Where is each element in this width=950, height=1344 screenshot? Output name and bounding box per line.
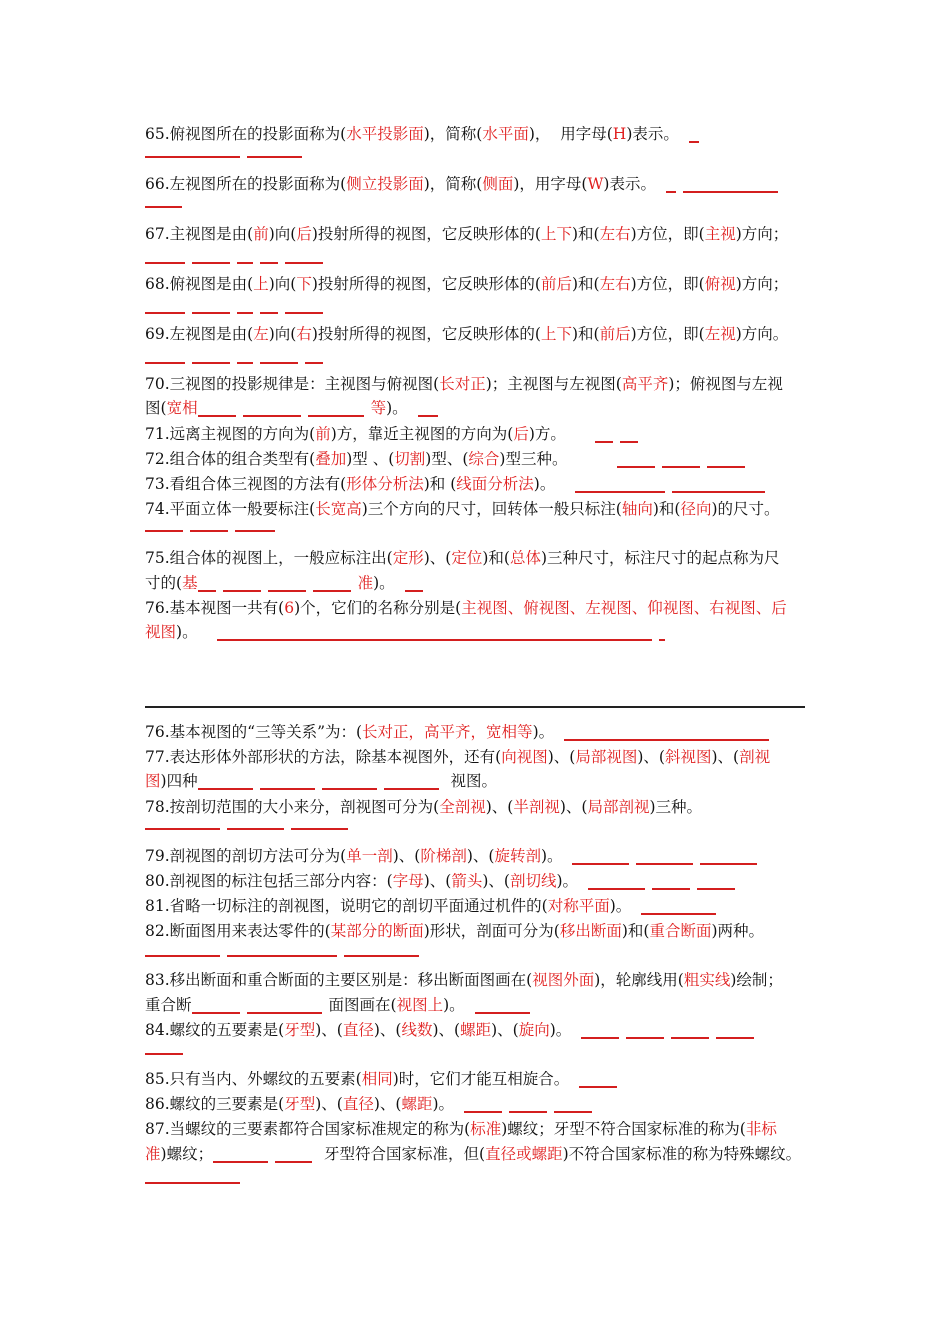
- answer-blank-line: [260, 312, 278, 314]
- answer-text: 后: [296, 225, 312, 243]
- question-line: [145, 324, 788, 344]
- question-text: )、(: [485, 798, 514, 816]
- question-text: 79.剖视图的剖切方法可分为(: [145, 847, 347, 865]
- question-text: 69.左视图是由(: [145, 325, 254, 343]
- answer-text: 综合: [468, 450, 500, 468]
- answer-text: 形体分析法: [346, 475, 424, 493]
- answer-blank-line: [313, 590, 351, 592]
- answer-blank-line: [145, 156, 240, 158]
- question-text: 74.平面立体一般要标注(: [145, 500, 316, 518]
- question-text: )方位，即(: [630, 325, 705, 343]
- question-text: 图(: [145, 399, 167, 417]
- question-text: )和 (: [423, 475, 457, 493]
- question-text: 80.剖视图的标注包括三部分内容：(: [145, 872, 393, 890]
- answer-blank-line: [575, 491, 665, 493]
- question-text: )向(: [268, 325, 297, 343]
- answer-blank-line: [652, 888, 690, 890]
- question-text: )三种。: [649, 798, 703, 816]
- question-line: [145, 896, 723, 916]
- question-text: )三个方向的尺寸，回转体一般只标注(: [361, 500, 622, 518]
- answer-blank-line: [683, 191, 778, 193]
- answer-text: 剖切线: [509, 872, 557, 890]
- answer-blank-line: [268, 590, 306, 592]
- question-text: )、(: [315, 1021, 343, 1039]
- section-divider: [145, 706, 805, 708]
- answer-blank-line: [405, 590, 423, 592]
- question-text: )三种尺寸，标注尺寸的起点称为尺: [540, 549, 780, 567]
- question-text: 视图。: [445, 772, 498, 790]
- question-text: )。: [176, 623, 218, 641]
- answer-text: 准: [357, 574, 374, 592]
- answer-blank-line: [707, 466, 745, 468]
- question-line: [145, 573, 430, 593]
- answer-text: 螺距: [401, 1095, 433, 1113]
- answer-blank-line: [344, 955, 419, 957]
- answer-blank-line: [260, 362, 298, 364]
- question-text: )投射所得的视图，它反映形体的(: [311, 325, 541, 343]
- answer-text: 切割: [394, 450, 426, 468]
- answer-blank-line: [595, 441, 613, 443]
- question-line: [145, 424, 645, 444]
- answer-blank-line: [291, 828, 348, 830]
- answer-blank-row: [145, 828, 355, 830]
- question-text: )方位，即(: [630, 225, 705, 243]
- answer-blank-row: [145, 312, 330, 314]
- question-text: )、(: [423, 549, 452, 567]
- answer-blank-line: [697, 888, 735, 890]
- answer-text: 左视: [704, 325, 736, 343]
- answer-blank-row: [145, 1182, 247, 1184]
- question-line: [145, 871, 742, 891]
- answer-blank-line: [671, 1037, 709, 1039]
- answer-text: 牙型: [284, 1095, 316, 1113]
- answer-text: 下: [296, 275, 312, 293]
- answer-text: 直径: [342, 1021, 374, 1039]
- question-line: [145, 921, 764, 941]
- question-text: )和(: [571, 325, 600, 343]
- question-text: )两种。: [711, 922, 765, 940]
- answer-blank-line: [588, 888, 645, 890]
- question-text: 77.表达形体外部形状的方法，除基本视图外，还有(: [145, 748, 502, 766]
- answer-blank-line: [475, 1012, 530, 1014]
- question-text: 65.俯视图所在的投影面称为(: [145, 125, 347, 143]
- answer-blank-row: [145, 262, 330, 264]
- answer-blank-line: [198, 590, 216, 592]
- answer-blank-line: [145, 206, 182, 208]
- answer-blank-row: [145, 156, 309, 158]
- answer-blank-line: [145, 828, 220, 830]
- question-text: )；主视图与左视图(: [485, 375, 622, 393]
- question-line: [145, 771, 497, 791]
- question-text: )， 用字母(: [528, 125, 613, 143]
- question-line: [145, 722, 776, 742]
- question-text: 70.三视图的投影规律是：主视图与俯视图(: [145, 375, 440, 393]
- question-text: 82.断面图用来表达零件的(: [145, 922, 331, 940]
- question-text: )。: [549, 1021, 582, 1039]
- question-text: 面图画在(: [328, 996, 397, 1014]
- question-text: 牙型符合国家标准，但(: [319, 1145, 486, 1163]
- answer-text: 高平齐: [621, 375, 669, 393]
- question-text: 83.移出断面和重合断面的主要区别是：移出断面图画在(: [145, 971, 533, 989]
- answer-text: 向视图: [501, 748, 548, 766]
- question-line: [145, 797, 702, 817]
- answer-blank-line: [617, 466, 655, 468]
- answer-blank-line: [305, 362, 323, 364]
- answer-blank-line: [145, 362, 185, 364]
- question-text: 87.当螺纹的三要素都符合国家标准规定的称为(: [145, 1120, 471, 1138]
- question-text: )、(: [482, 872, 510, 890]
- question-text: )表示。: [603, 175, 666, 193]
- answer-text: 定位: [451, 549, 483, 567]
- question-text: )。: [373, 574, 405, 592]
- answer-text: 长对正，高平齐，宽相等: [362, 723, 533, 741]
- answer-blank-row: [145, 206, 189, 208]
- question-text: 84.螺纹的五要素是(: [145, 1021, 285, 1039]
- answer-text: 粗实线: [683, 971, 731, 989]
- answer-blank-line: [620, 441, 638, 443]
- answer-text: 螺距: [460, 1021, 492, 1039]
- answer-blank-line: [192, 362, 230, 364]
- answer-blank-line: [384, 788, 439, 790]
- answer-blank-row: [145, 530, 282, 532]
- answer-blank-row: [145, 362, 330, 364]
- answer-text: H: [612, 125, 627, 143]
- answer-text: 上下: [540, 225, 572, 243]
- answer-text: 侧立投影面: [346, 175, 424, 193]
- answer-blank-line: [626, 1037, 664, 1039]
- answer-blank-line: [641, 913, 716, 915]
- answer-text: 侧面: [482, 175, 514, 193]
- question-text: )投射所得的视图，它反映形体的(: [311, 225, 541, 243]
- answer-text: 主视图、俯视图、左视图、仰视图、右视图、后: [461, 599, 787, 617]
- question-line: [145, 124, 706, 144]
- answer-blank-line: [235, 530, 275, 532]
- answer-blank-line: [275, 1161, 312, 1163]
- question-text: )四种: [160, 772, 198, 790]
- answer-text: 旋转剖: [494, 847, 541, 865]
- answer-text: 移出断面: [559, 922, 622, 940]
- answer-text: 总体: [509, 549, 541, 567]
- answer-text: 准: [145, 1145, 161, 1163]
- answer-blank-line: [198, 788, 253, 790]
- question-text: 寸的(: [145, 574, 183, 592]
- answer-text: 旋向: [518, 1021, 550, 1039]
- answer-text: 线面分析法: [456, 475, 534, 493]
- answer-blank-line: [243, 415, 301, 417]
- question-text: )型 、(: [346, 450, 395, 468]
- answer-text: 叠加: [315, 450, 347, 468]
- answer-text: 视图上: [396, 996, 444, 1014]
- answer-blank-line: [227, 828, 284, 830]
- answer-text: 非标: [745, 1120, 777, 1138]
- question-line: [145, 449, 752, 469]
- answer-text: 斜视图: [664, 748, 712, 766]
- answer-text: 半剖视: [513, 798, 560, 816]
- question-text: )、(: [637, 748, 665, 766]
- answer-text: 剖视: [739, 748, 771, 766]
- answer-blank-line: [223, 590, 261, 592]
- question-text: )型、(: [425, 450, 469, 468]
- question-text: )方向。: [735, 325, 789, 343]
- answer-blank-line: [579, 1086, 617, 1088]
- question-text: )螺纹；牙型不符合国家标准的称为(: [501, 1120, 746, 1138]
- answer-blank-line: [192, 1012, 240, 1014]
- answer-blank-line: [247, 156, 302, 158]
- question-text: )。: [556, 872, 588, 890]
- answer-blank-line: [418, 415, 438, 417]
- answer-blank-line: [237, 262, 253, 264]
- question-line: [145, 474, 772, 494]
- answer-blank-line: [285, 312, 323, 314]
- question-text: 75.组合体的视图上，一般应标注出(: [145, 549, 393, 567]
- answer-text: 字母: [392, 872, 424, 890]
- answer-blank-line: [322, 788, 377, 790]
- answer-text: 左右: [599, 225, 631, 243]
- question-text: 76.基本视图的“三等关系”为：(: [145, 723, 363, 741]
- question-line: [145, 1094, 599, 1114]
- question-line: [145, 499, 780, 519]
- question-line: [145, 598, 787, 618]
- question-text: 66.左视图所在的投影面称为(: [145, 175, 347, 193]
- answer-text: 阶梯剖: [420, 847, 467, 865]
- answer-text: 对称平面: [547, 897, 610, 915]
- question-text: )和(: [621, 922, 650, 940]
- question-text: )、(: [491, 1021, 519, 1039]
- answer-text: 重合断面: [649, 922, 712, 940]
- answer-blank-line: [662, 466, 700, 468]
- answer-text: 前后: [540, 275, 572, 293]
- question-text: )、(: [559, 798, 588, 816]
- question-text: )和(: [652, 500, 681, 518]
- question-line: [145, 622, 672, 642]
- question-text: )绘制；: [730, 971, 783, 989]
- question-text: )方向；: [735, 225, 789, 243]
- question-text: 86.螺纹的三要素是(: [145, 1095, 285, 1113]
- answer-text: 前: [315, 425, 331, 443]
- answer-text: 前: [253, 225, 269, 243]
- question-text: )型三种。: [499, 450, 617, 468]
- answer-blank-line: [509, 1111, 547, 1113]
- question-text: )、(: [547, 748, 576, 766]
- question-text: )时，它们才能互相旋合。: [392, 1070, 580, 1088]
- answer-blank-line: [260, 262, 278, 264]
- answer-text: 相同: [361, 1070, 393, 1088]
- question-text: )，简称(: [423, 175, 483, 193]
- question-text: )。: [532, 723, 564, 741]
- question-text: )和(: [571, 275, 600, 293]
- question-text: 71.远离主视图的方向为(: [145, 425, 316, 443]
- answer-blank-row: [145, 955, 426, 957]
- answer-blank-line: [554, 1111, 592, 1113]
- question-text: 81.省略一切标注的剖视图，说明它的剖切平面通过机件的(: [145, 897, 548, 915]
- answer-blank-line: [237, 312, 253, 314]
- question-line: [145, 846, 764, 866]
- question-text: )方位，即(: [630, 275, 705, 293]
- question-text: 67.主视图是由(: [145, 225, 254, 243]
- question-text: )和(: [571, 225, 600, 243]
- answer-text: 视图: [145, 623, 177, 641]
- question-line: [145, 995, 537, 1015]
- answer-text: 图: [145, 772, 161, 790]
- answer-blank-line: [227, 955, 337, 957]
- question-text: )。: [386, 399, 418, 417]
- answer-blank-line: [700, 863, 757, 865]
- question-text: )方，靠近主视图的方向为(: [330, 425, 514, 443]
- answer-text: 局部视图: [575, 748, 638, 766]
- answer-blank-line: [145, 312, 185, 314]
- question-line: [145, 374, 783, 394]
- answer-text: 标准: [470, 1120, 502, 1138]
- answer-blank-line: [237, 362, 253, 364]
- question-text: )形状，剖面可分为(: [423, 922, 560, 940]
- answer-text: 全剖视: [439, 798, 486, 816]
- question-line: [145, 1069, 624, 1089]
- answer-text: 上: [253, 275, 269, 293]
- question-text: )个，它们的名称分别是(: [294, 599, 462, 617]
- answer-text: 上下: [540, 325, 572, 343]
- answer-text: 左: [253, 325, 269, 343]
- answer-text: 局部剖视: [587, 798, 650, 816]
- answer-blank-line: [464, 1111, 502, 1113]
- answer-blank-line: [145, 262, 185, 264]
- answer-text: 6: [284, 599, 295, 617]
- answer-text: 牙型: [284, 1021, 316, 1039]
- question-text: )的尺寸。: [711, 500, 780, 518]
- question-text: )。: [540, 847, 573, 865]
- question-line: [145, 1020, 761, 1040]
- question-text: )、(: [373, 1095, 402, 1113]
- question-text: )和(: [482, 549, 510, 567]
- answer-blank-line: [192, 262, 230, 264]
- question-text: )。: [443, 996, 475, 1014]
- question-text: 重合断: [145, 996, 192, 1014]
- answer-text: 线数: [401, 1021, 433, 1039]
- answer-blank-line: [716, 1037, 754, 1039]
- question-text: )、(: [315, 1095, 343, 1113]
- answer-text: 后: [513, 425, 529, 443]
- answer-blank-line: [689, 141, 699, 143]
- question-line: [145, 970, 783, 990]
- answer-text: 宽相: [166, 399, 198, 417]
- question-line: [145, 1119, 777, 1139]
- question-text: 78.按剖切范围的大小来分，剖视图可分为(: [145, 798, 440, 816]
- answer-blank-line: [260, 788, 315, 790]
- question-text: )投射所得的视图，它反映形体的(: [311, 275, 541, 293]
- question-line: [145, 224, 788, 244]
- answer-blank-line: [247, 1012, 322, 1014]
- answer-blank-line: [145, 530, 183, 532]
- answer-text: 水平投影面: [346, 125, 424, 143]
- question-text: )，用字母(: [513, 175, 588, 193]
- question-text: )、(: [392, 847, 421, 865]
- answer-blank-line: [217, 639, 652, 641]
- answer-text: 箭头: [451, 872, 483, 890]
- answer-text: 水平面: [482, 125, 529, 143]
- question-line: [145, 398, 445, 418]
- question-text: )螺纹；: [160, 1145, 214, 1163]
- answer-blank-line: [564, 739, 769, 741]
- question-line: [145, 747, 770, 767]
- question-text: )。: [609, 897, 642, 915]
- question-text: 76.基本视图一共有(: [145, 599, 285, 617]
- question-text: )、(: [373, 1021, 402, 1039]
- question-text: 85.只有当内、外螺纹的五要素(: [145, 1070, 362, 1088]
- question-line: [145, 1144, 801, 1164]
- answer-blank-line: [192, 312, 230, 314]
- question-text: )、(: [711, 748, 740, 766]
- answer-blank-line: [659, 639, 665, 641]
- question-text: )、(: [432, 1021, 461, 1039]
- answer-text: 前后: [599, 325, 631, 343]
- answer-blank-line: [636, 863, 693, 865]
- question-line: [145, 548, 780, 568]
- question-text: )；俯视图与左视: [668, 375, 783, 393]
- answer-text: 基: [182, 574, 198, 592]
- question-text: )，简称(: [423, 125, 483, 143]
- question-text: )，轮廓线用(: [594, 971, 684, 989]
- answer-blank-row: [145, 1053, 190, 1055]
- answer-text: 长对正: [439, 375, 486, 393]
- answer-text: 视图外面: [532, 971, 595, 989]
- question-text: 68.俯视图是由(: [145, 275, 254, 293]
- answer-blank-line: [308, 415, 364, 417]
- answer-text: 定形: [392, 549, 424, 567]
- answer-text: 等: [370, 399, 387, 417]
- question-text: )向(: [268, 275, 297, 293]
- answer-blank-line: [285, 262, 323, 264]
- answer-text: W: [587, 175, 604, 193]
- question-text: )表示。: [626, 125, 689, 143]
- question-line: [145, 174, 785, 194]
- answer-blank-line: [572, 863, 629, 865]
- answer-blank-line: [145, 1182, 240, 1184]
- answer-blank-line: [672, 491, 765, 493]
- answer-text: 直径或螺距: [485, 1145, 563, 1163]
- question-text: )向(: [268, 225, 297, 243]
- question-text: )、(: [423, 872, 452, 890]
- answer-blank-line: [145, 1053, 183, 1055]
- question-text: 73.看组合体三视图的方法有(: [145, 475, 347, 493]
- question-text: 72.组合体的组合类型有(: [145, 450, 316, 468]
- answer-text: 长宽高: [315, 500, 362, 518]
- question-text: )、(: [466, 847, 495, 865]
- answer-text: 主视: [704, 225, 736, 243]
- answer-blank-line: [581, 1037, 619, 1039]
- question-text: )。: [533, 475, 576, 493]
- answer-blank-line: [198, 415, 236, 417]
- answer-blank-line: [666, 191, 676, 193]
- question-text: )不符合国家标准的称为特殊螺纹。: [562, 1145, 802, 1163]
- answer-text: 径向: [680, 500, 712, 518]
- question-line: [145, 274, 788, 294]
- answer-blank-line: [190, 530, 228, 532]
- question-text: )方。: [528, 425, 596, 443]
- answer-blank-line: [213, 1161, 268, 1163]
- question-text: )。: [432, 1095, 464, 1113]
- answer-text: 俯视: [704, 275, 736, 293]
- answer-text: 左右: [599, 275, 631, 293]
- answer-text: 直径: [342, 1095, 374, 1113]
- answer-text: 轴向: [621, 500, 653, 518]
- question-text: )方向；: [735, 275, 789, 293]
- answer-text: 某部分的断面: [330, 922, 424, 940]
- answer-text: 右: [296, 325, 312, 343]
- answer-blank-line: [145, 955, 220, 957]
- answer-text: 单一剖: [346, 847, 393, 865]
